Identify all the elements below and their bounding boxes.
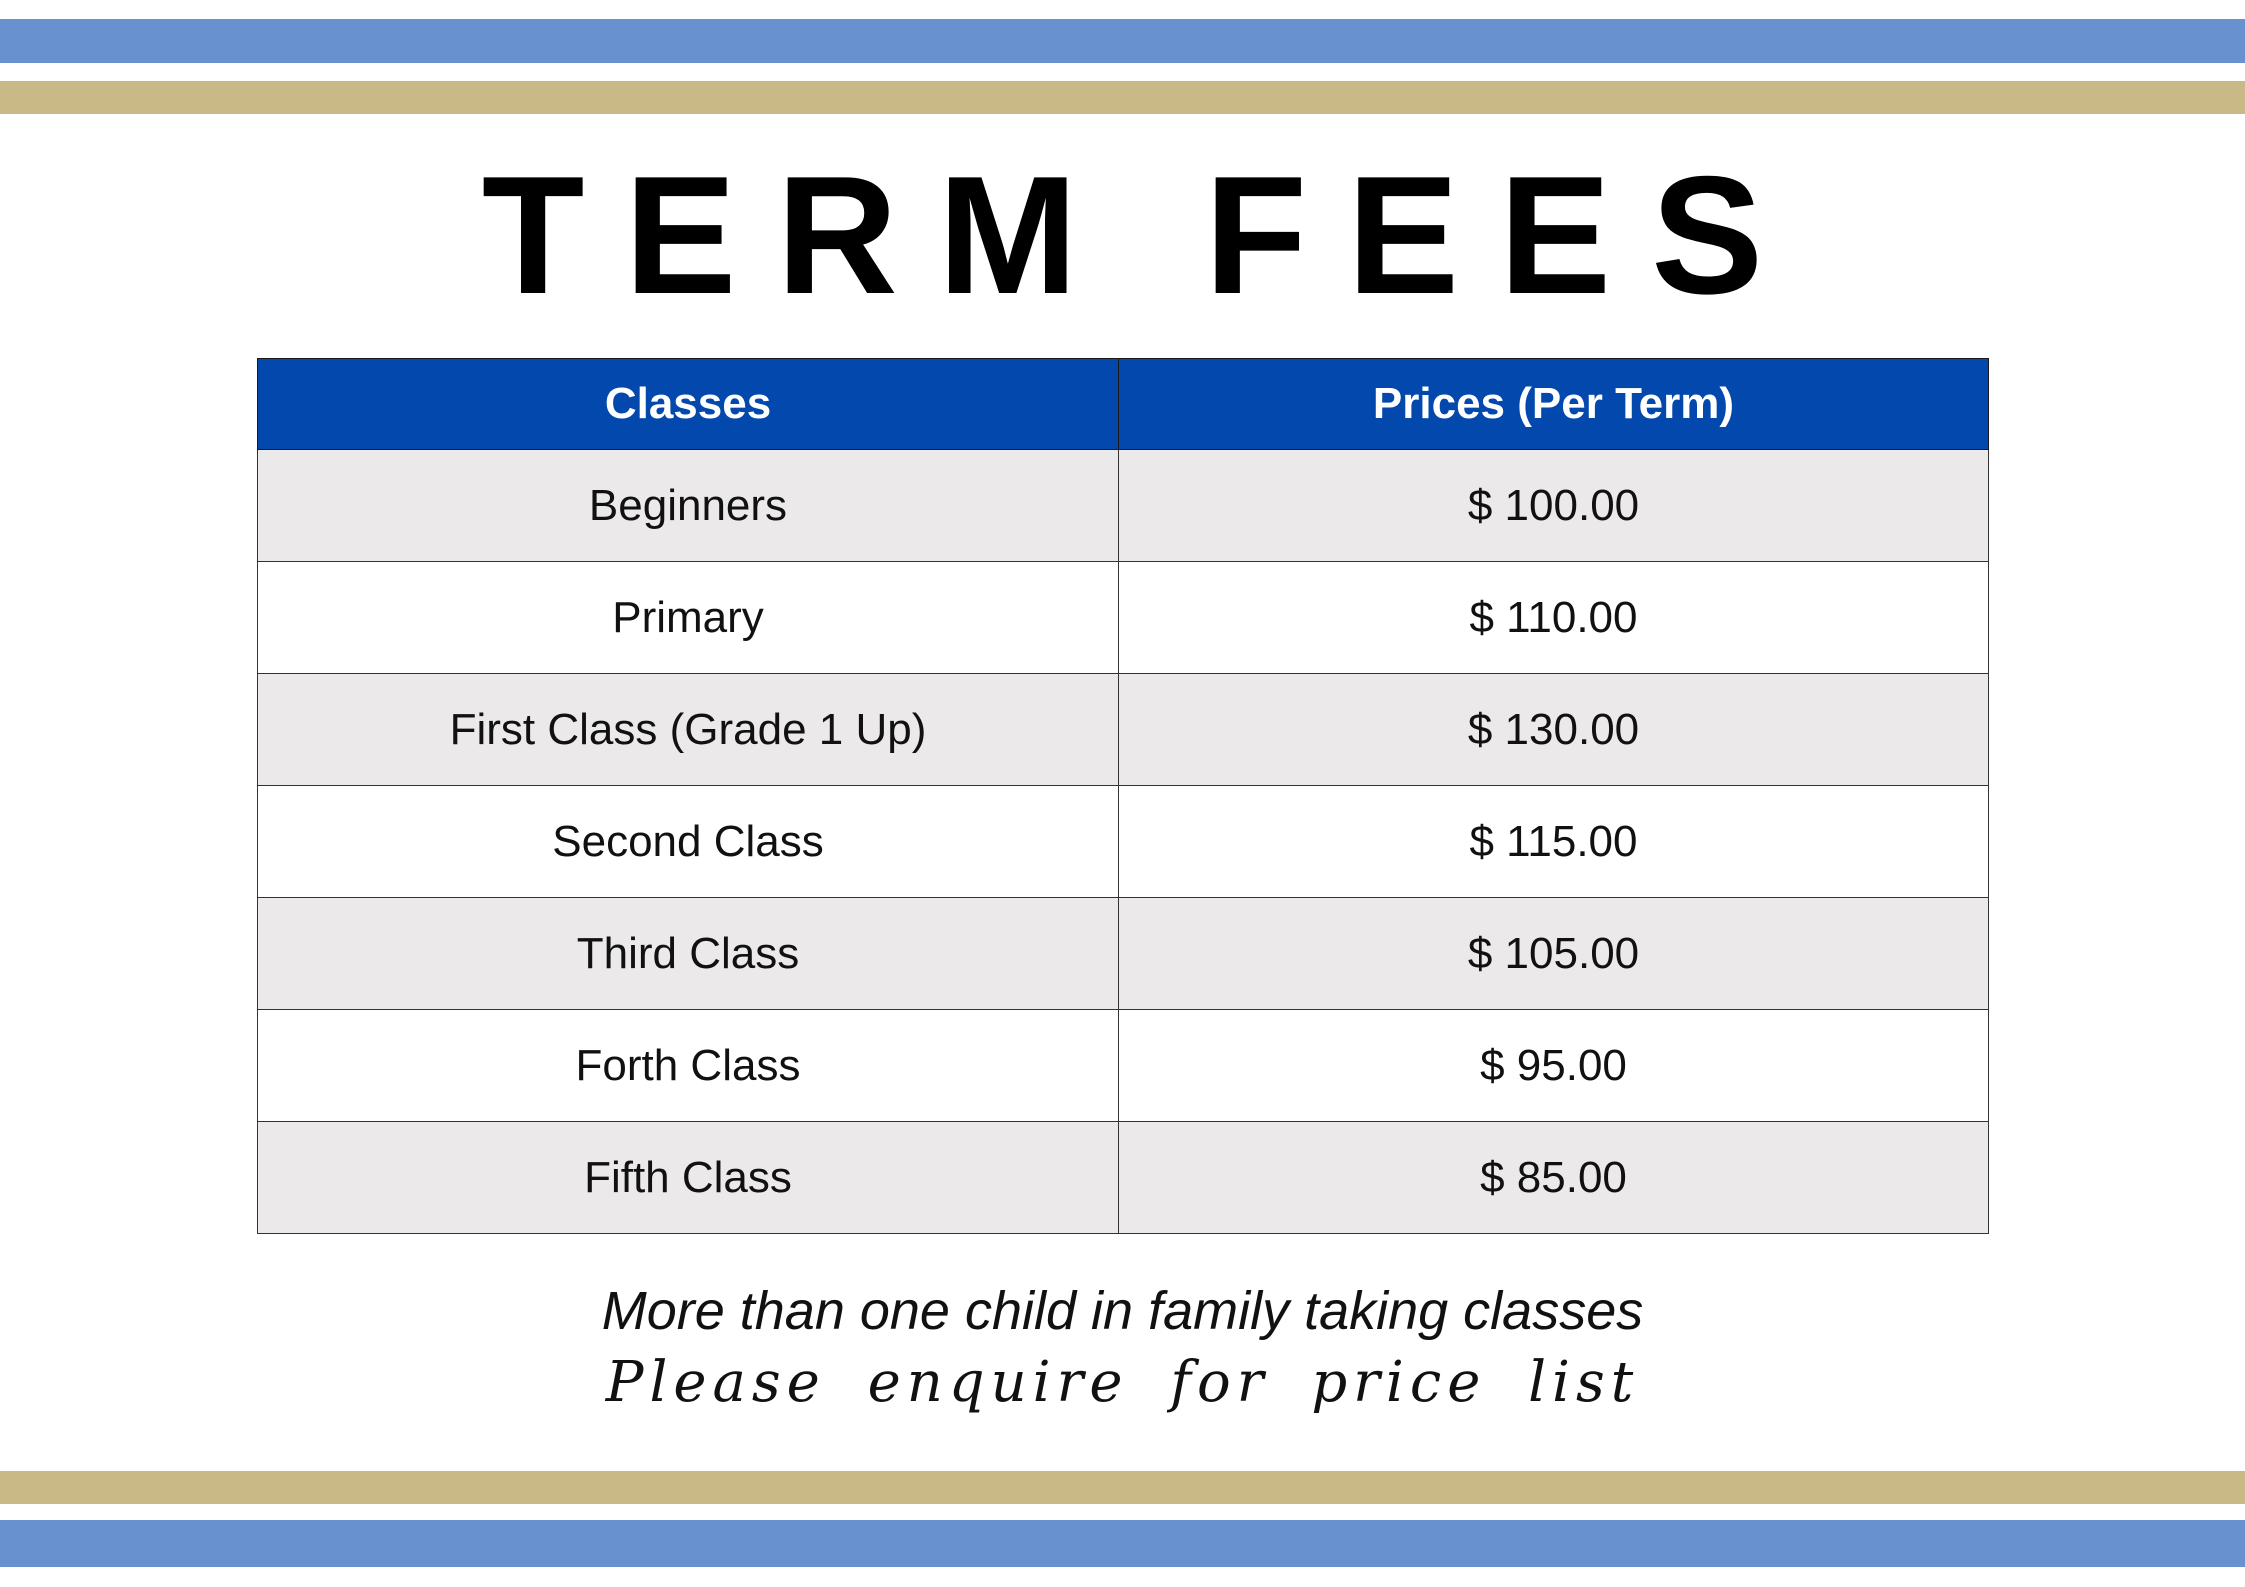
table-row (258, 1010, 1989, 1122)
top-blue-stripe (0, 19, 2245, 63)
price-cell: $ 110.00 (1119, 562, 1989, 674)
class-name-cell: Fifth Class (258, 1122, 1119, 1234)
bottom-gold-stripe (0, 1471, 2245, 1504)
price-cell: $ 130.00 (1119, 674, 1989, 786)
table-row (258, 450, 1989, 562)
top-gold-stripe (0, 81, 2245, 114)
class-name-cell: Beginners (258, 450, 1119, 562)
price-cell: $ 85.00 (1119, 1122, 1989, 1234)
price-cell: $ 105.00 (1119, 898, 1989, 1010)
table-row (258, 786, 1989, 898)
enquiry-script-text: Please enquire for price list (605, 1350, 1640, 1415)
table-row (258, 1122, 1989, 1234)
term-fees-table (257, 358, 1989, 1234)
family-discount-note: More than one child in family taking classes (601, 1281, 1644, 1341)
table-header-row (258, 359, 1989, 450)
page-title: TERM FEES (481, 141, 1804, 329)
price-cell: $ 115.00 (1119, 786, 1989, 898)
table-row (258, 898, 1989, 1010)
class-name-cell: Primary (258, 562, 1119, 674)
class-name-cell: Third Class (258, 898, 1119, 1010)
price-cell: $ 100.00 (1119, 450, 1989, 562)
table-row (258, 674, 1989, 786)
classes-column-header: Classes (258, 359, 1119, 450)
class-name-cell: Second Class (258, 786, 1119, 898)
price-cell: $ 95.00 (1119, 1010, 1989, 1122)
class-name-cell: First Class (Grade 1 Up) (258, 674, 1119, 786)
class-name-cell: Forth Class (258, 1010, 1119, 1122)
prices-column-header: Prices (Per Term) (1119, 359, 1989, 450)
table-row (258, 562, 1989, 674)
bottom-blue-stripe (0, 1520, 2245, 1567)
